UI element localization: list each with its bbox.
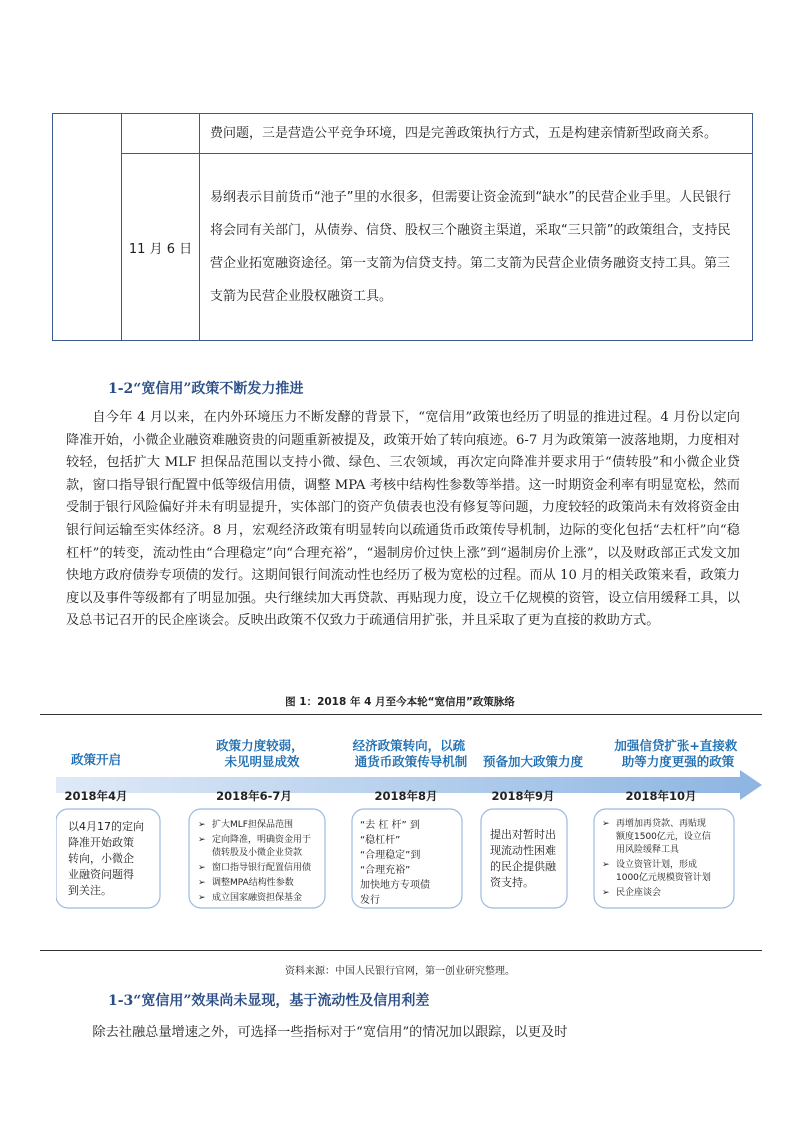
- section-heading: 1-2“宽信用”政策不断发力推进: [108, 381, 304, 397]
- figure-top-rule: [40, 714, 762, 715]
- svg-text:➢: ➢: [198, 893, 206, 903]
- stage-box: [481, 809, 567, 908]
- svg-text:债转股及小微企业贷款: 债转股及小微企业贷款: [212, 848, 303, 858]
- table-text-cell: 费问题，三是营造公平竞争环境，四是完善政策执行方式，五是构建亲情新型政商关系。: [200, 114, 753, 154]
- svg-text:➢: ➢: [602, 888, 610, 898]
- svg-text:➢: ➢: [602, 819, 610, 829]
- table-row: [53, 114, 753, 154]
- table-text-cell: 易纲表示目前货币“池子”里的水很多，但需要让资金流到“缺水”的民营企业手里。人民银行将会同有关部门，从债券、信贷、股权三个融资主渠道，采取“三只箭”的政策组合，支持民营企业拓宽融资途径。第一支箭为信贷支持。第二支箭为民营企业债务融资支持工具。第三支箭为民营企业股权融资工具。: [200, 154, 753, 341]
- svg-text:用风险缓释工具: 用风险缓释工具: [616, 845, 680, 855]
- stage-date: 2018年10月: [625, 789, 697, 803]
- section-heading: 1-3“宽信用”效果尚未显现，基于流动性及信用利差: [108, 993, 430, 1009]
- svg-text:窗口指导银行配置信用债: 窗口指导银行配置信用债: [212, 863, 312, 873]
- stage-title: 经济政策转向，以疏 通货币政策传导机制: [352, 738, 468, 769]
- svg-text:设立资管计划，形成: 设立资管计划，形成: [616, 860, 698, 870]
- stage-date: 2018年4月: [64, 789, 128, 803]
- policy-timeline-diagram: [56, 726, 764, 946]
- body-paragraph: 自今年 4 月以来，在内外环境压力不断发酵的背景下，“宽信用”政策也经历了明显的推进过程。4 月份以定向降准开始，小微企业融资难融资贵的问题重新被提及，政策开始了转向痕迹。6-7 月为政策第一波落地期，力度相对较轻，包括扩大 MLF 担保品范围以支持小微、绿色、三农领域，再次定向降准并要求用于“债转股”和小微企业贷款，窗口指导银行配置中低等级信用债，调整 MPA 考核中结构性参数等举措。这一时期资金利率有明显宽松，然而受制于银行风险偏好并未有明显提升，实体部门的资产负债表也没有修复等问题，力度较轻的政策尚未有效将资金由银行间运输至实体经济。8 月，宏观经济政策有明显转向以疏通货币政策传导机制，边际的变化包括“去杠杆”向“稳杠杆”的转变，流动性由“合理稳定”向“合理充裕”，“遏制房价过快上涨”到“遏制房价上涨”，以及财政部正式发文加快地方政府债券专项债的发行。这期间银行间流动性也经历了极为宽松的过程。而从 10 月的相关政策来看，政策力度以及事件等级都有了明显加强。央行继续加大再贷款、再贴现力度，设立千亿规模的资管，设立信用缓释工具，以及总书记召开的民企座谈会。反映出政策不仅致力于疏通信用扩张，并且采取了更为直接的救助方式。: [66, 410, 740, 629]
- svg-text:➢: ➢: [198, 878, 206, 888]
- stage-date: 2018年9月: [491, 789, 555, 803]
- figure-bottom-rule: [40, 950, 762, 951]
- stage-date: 2018年6-7月: [216, 789, 292, 803]
- svg-text:再增加再贷款、再贴现: 再增加再贷款、再贴现: [616, 819, 707, 829]
- svg-text:额度1500亿元，设立信: 额度1500亿元，设立信: [616, 832, 711, 842]
- svg-text:定向降准，明确资金用于: 定向降准，明确资金用于: [212, 835, 312, 845]
- stage-body: “去 杠 杆” 到 “稳杠杆” “合理稳定”到 “合理充裕” 加快地方专项债 发行: [360, 820, 430, 906]
- table-row: [53, 154, 753, 341]
- table-date-cell: 11 月 6 日: [122, 154, 200, 341]
- svg-text:➢: ➢: [198, 863, 206, 873]
- timeline-arrow-head: [740, 770, 762, 800]
- svg-text:1000亿元规模资管计划: 1000亿元规模资管计划: [616, 873, 711, 883]
- svg-text:民企座谈会: 民企座谈会: [616, 888, 662, 898]
- stage-body: 以4月17的定向 降准开始政策 转向，小微企 业融资问题得 到关注。: [68, 820, 144, 897]
- figure-source: 资料来源：中国人民银行官网，第一创业研究整理。: [285, 966, 515, 977]
- stage-date: 2018年8月: [374, 789, 438, 803]
- svg-text:➢: ➢: [198, 835, 206, 845]
- stage-title: 加强信贷扩张+直接救 助等力度更强的政策: [614, 738, 738, 769]
- svg-text:扩大MLF担保品范围: 扩大MLF担保品范围: [212, 820, 293, 830]
- svg-text:➢: ➢: [198, 820, 206, 830]
- policy-table: [52, 113, 753, 341]
- table-date-cell: [122, 114, 200, 154]
- stage-title: 政策力度较弱， 未见明显成效: [216, 738, 304, 769]
- body-paragraph: 除去社融总量增速之外，可选择一些指标对于“宽信用”的情况加以跟踪，以更及时: [92, 1025, 568, 1040]
- figure-caption: 图 1：2018 年 4 月至今本轮“宽信用”政策脉络: [285, 696, 515, 708]
- svg-text:➢: ➢: [602, 860, 610, 870]
- stage-title: 预备加大政策力度: [482, 754, 584, 769]
- svg-text:成立国家融资担保基金: 成立国家融资担保基金: [212, 893, 303, 903]
- table-category-cell: [53, 114, 122, 341]
- stage-title: 政策开启: [70, 752, 122, 767]
- svg-text:调整MPA结构性参数: 调整MPA结构性参数: [212, 878, 294, 888]
- stage-body: 提出对暂时出 现流动性困难 的民企提供融 资支持。: [490, 828, 556, 889]
